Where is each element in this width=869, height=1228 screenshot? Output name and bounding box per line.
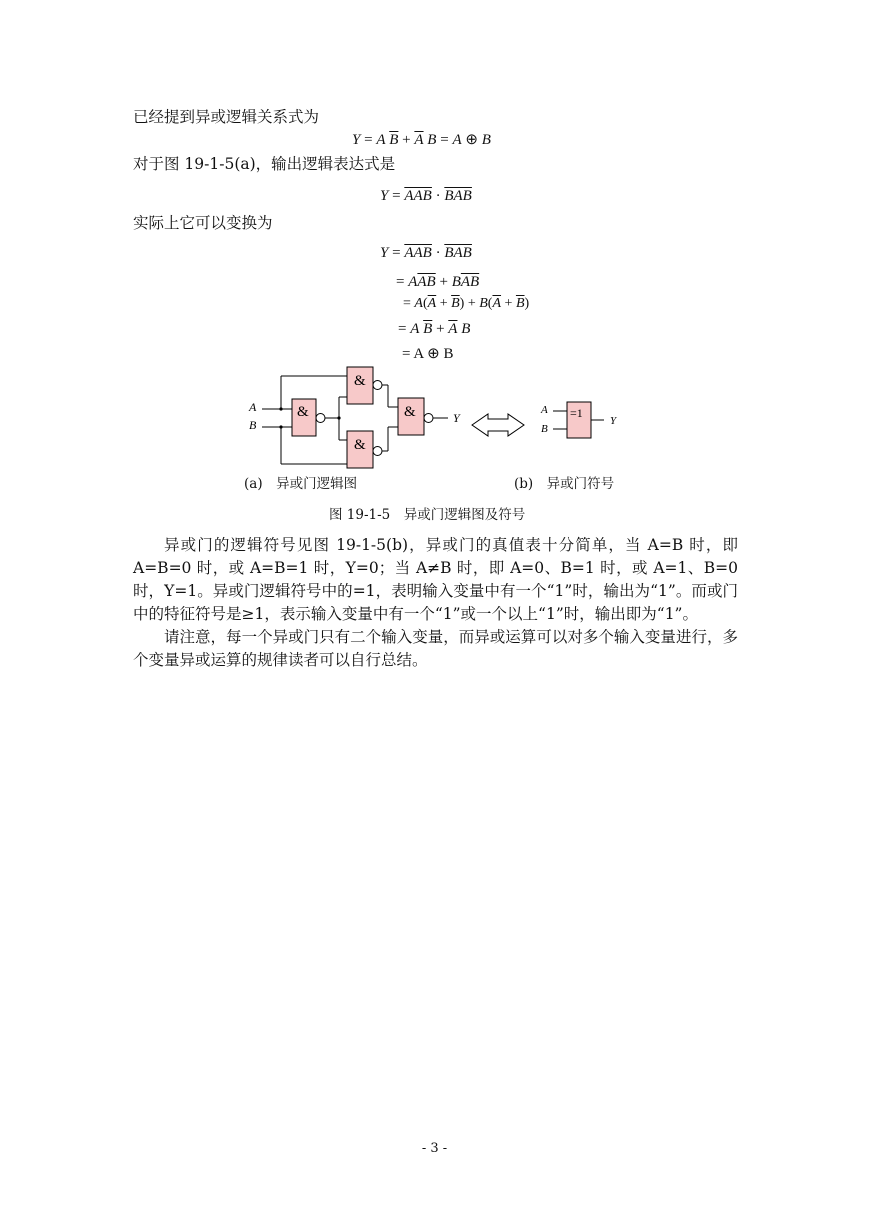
junction-dot <box>279 407 282 410</box>
derivation-line-2: = $A\overline{AB} + B\overline{AB}$ <box>396 274 480 290</box>
gate-label: & <box>354 437 366 453</box>
eq-symbol: = <box>436 132 453 148</box>
inversion-bubble <box>373 447 382 456</box>
paragraph-1: 异或门的逻辑符号见图 19-1-5(b)，异或门的真值表十分简单，当 A=B 时，即 A=B=0 时，或 A=B=1 时，Y=0；当 A≠B 时，即 A=0、B=1 时，或 A=1、B=0 时，Y=1。异或门逻辑符号中的=1，表明输入变量中有一个“1”时，输出为“1”。而或门中的特征符号是≥1，表示输入变量中有一个“1”或一个以上“1”时，输出即为“1”。 <box>133 536 738 623</box>
caption-b: (b) 异或门符号 <box>514 476 615 492</box>
eq-symbol: + <box>398 132 415 148</box>
inversion-bubble <box>424 414 433 423</box>
derivation-line-3: = $A(\overline{A} + \overline{B}) + B(\overline{A} + \overline{B})$ <box>403 296 530 311</box>
gate-label: & <box>297 404 309 420</box>
body-text <box>133 534 738 672</box>
symbol-input-a: A <box>541 404 548 416</box>
output-label-y: Y <box>453 411 460 425</box>
inversion-bubble <box>373 381 382 390</box>
intro-text: 已经提到异或逻辑关系式为 <box>133 108 320 126</box>
transform-line: 实际上它可以变换为 <box>133 214 273 232</box>
page-number: - 3 - <box>421 1141 448 1156</box>
eq-symbol: ⊕ <box>461 132 482 148</box>
eq-symbol: Y <box>352 132 361 148</box>
gate-label: & <box>354 373 366 389</box>
eq-symbol: B <box>481 132 491 148</box>
figure-reference-line: 对于图 19-1-5(a)，输出逻辑表达式是 <box>133 155 396 173</box>
input-label-a: A <box>249 400 257 414</box>
eq-symbol: = <box>360 132 377 148</box>
double-arrow-icon <box>472 414 524 436</box>
equation-output: Y = AAB · BAB <box>380 188 472 204</box>
inversion-bubble <box>316 414 325 423</box>
figure-caption: 图 19-1-5 异或门逻辑图及符号 <box>329 507 526 523</box>
gate-label: & <box>404 404 416 420</box>
input-label-b: B <box>249 418 257 432</box>
derivation-line-1: Y = AAB · BAB <box>380 245 472 261</box>
junction-dot <box>337 416 340 419</box>
eq-symbol: $\overline{A}$ <box>414 132 424 148</box>
symbol-output-y: Y <box>610 415 617 427</box>
eq-symbol: $\overline{B}$ <box>389 132 399 148</box>
junction-dot <box>279 425 282 428</box>
eq-symbol: A <box>376 132 386 148</box>
paragraph-2: 请注意，每一个异或门只有二个输入变量，而异或运算可以对多个输入变量进行，多个变量异或运算的规律读者可以自行总结。 <box>133 628 738 669</box>
derivation-line-5: = A ⊕ B <box>402 346 454 362</box>
symbol-input-b: B <box>541 423 548 435</box>
xor-gate-label: =1 <box>570 406 583 420</box>
caption-a: (a) 异或门逻辑图 <box>244 476 358 492</box>
eq-symbol: A <box>452 132 462 148</box>
derivation-line-4: = A $\overline{B} + \overline{A}$ B <box>398 321 471 337</box>
eq-symbol: B <box>427 132 437 148</box>
